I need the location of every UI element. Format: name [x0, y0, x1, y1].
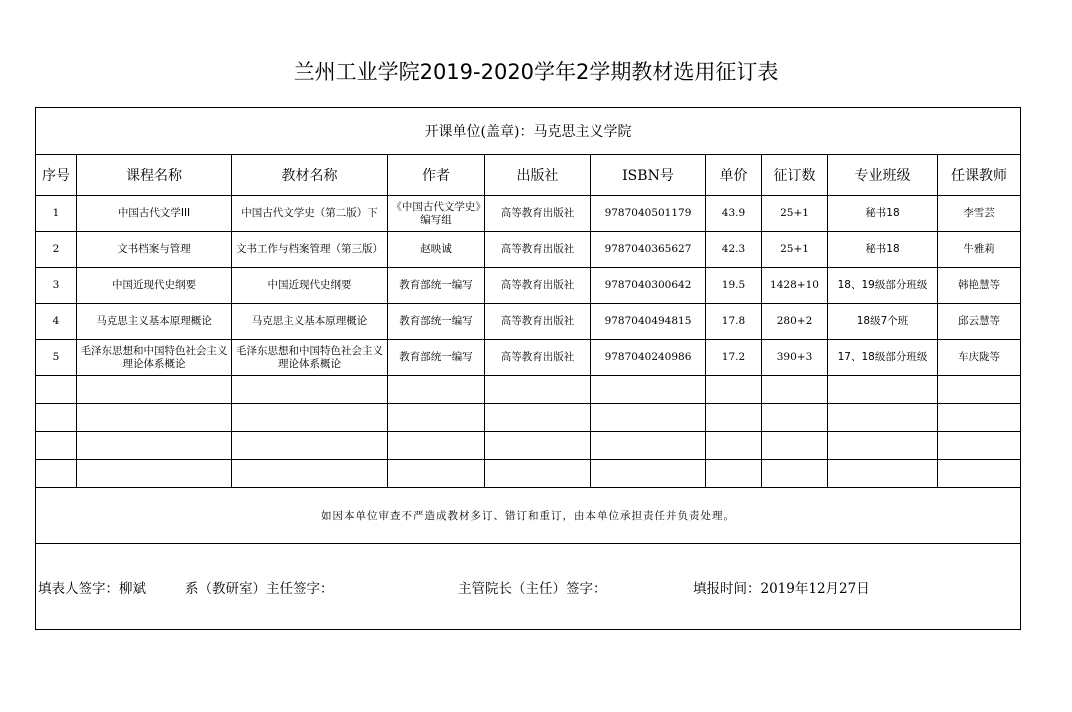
table-row [36, 268, 1021, 304]
isbn: 9787040300642 [591, 268, 706, 304]
row-number: 1 [36, 196, 77, 232]
major-class: 18、19级部分班级 [828, 268, 938, 304]
header-row [36, 155, 1021, 196]
row-number: 4 [36, 304, 77, 340]
responsibility-note: 如因本单位审查不严造成教材多订、错订和重订，由本单位承担责任并负责处理。 [36, 488, 1021, 544]
major-class: 17、18级部分班级 [828, 340, 938, 376]
price: 17.2 [706, 340, 762, 376]
table-row [36, 232, 1021, 268]
row-number: 5 [36, 340, 77, 376]
isbn: 9787040501179 [591, 196, 706, 232]
row-number: 2 [36, 232, 77, 268]
publisher: 高等教育出版社 [485, 304, 591, 340]
major-class: 18级7个班 [828, 304, 938, 340]
textbook-order-table [35, 107, 1021, 630]
price: 19.5 [706, 268, 762, 304]
author: 教育部统一编写 [388, 268, 485, 304]
header-cell: 征订数 [762, 155, 828, 196]
header-cell: 任课教师 [938, 155, 1021, 196]
order-qty: 25+1 [762, 232, 828, 268]
teacher: 牛雅莉 [938, 232, 1021, 268]
table-row [36, 340, 1021, 376]
isbn: 9787040494815 [591, 304, 706, 340]
empty-row [36, 432, 1021, 460]
author: 教育部统一编写 [388, 340, 485, 376]
teacher: 韩艳慧等 [938, 268, 1021, 304]
course-name: 毛泽东思想和中国特色社会主义理论体系概论 [77, 340, 232, 376]
price: 17.8 [706, 304, 762, 340]
major-class: 秘书18 [828, 232, 938, 268]
table-row [36, 304, 1021, 340]
textbook-name: 马克思主义基本原理概论 [232, 304, 388, 340]
isbn: 9787040240986 [591, 340, 706, 376]
empty-row [36, 376, 1021, 404]
table-row [36, 196, 1021, 232]
price: 42.3 [706, 232, 762, 268]
textbook-name: 中国古代文学史（第二版）下 [232, 196, 388, 232]
author: 教育部统一编写 [388, 304, 485, 340]
author: 赵映诚 [388, 232, 485, 268]
publisher: 高等教育出版社 [485, 340, 591, 376]
page-title: 兰州工业学院2019-2020学年2学期教材选用征订表 [293, 60, 779, 84]
header-cell: ISBN号 [591, 155, 706, 196]
course-name: 中国近现代史纲要 [77, 268, 232, 304]
signature-area [36, 544, 1021, 630]
header-cell: 单价 [706, 155, 762, 196]
textbook-name: 毛泽东思想和中国特色社会主义理论体系概论 [232, 340, 388, 376]
unit-line: 开课单位(盖章)：马克思主义学院 [36, 108, 1021, 155]
price: 43.9 [706, 196, 762, 232]
header-cell: 序号 [36, 155, 77, 196]
dept-head-signature: 系（教研室）主任签字： [185, 580, 334, 597]
empty-row [36, 460, 1021, 488]
course-name: 文书档案与管理 [77, 232, 232, 268]
course-name: 中国古代文学III [77, 196, 232, 232]
order-qty: 1428+10 [762, 268, 828, 304]
publisher: 高等教育出版社 [485, 196, 591, 232]
isbn: 9787040365627 [591, 232, 706, 268]
textbook-name: 中国近现代史纲要 [232, 268, 388, 304]
order-qty: 280+2 [762, 304, 828, 340]
fill-date: 填报时间：2019年12月27日 [693, 580, 870, 597]
filler-signature: 填表人签字：柳斌 [38, 580, 146, 597]
publisher: 高等教育出版社 [485, 268, 591, 304]
textbook-name: 文书工作与档案管理（第三版） [232, 232, 388, 268]
publisher: 高等教育出版社 [485, 232, 591, 268]
teacher: 李雪芸 [938, 196, 1021, 232]
order-qty: 25+1 [762, 196, 828, 232]
header-cell: 作者 [388, 155, 485, 196]
header-cell: 教材名称 [232, 155, 388, 196]
teacher: 邱云慧等 [938, 304, 1021, 340]
teacher: 车庆陇等 [938, 340, 1021, 376]
major-class: 秘书18 [828, 196, 938, 232]
header-cell: 专业班级 [828, 155, 938, 196]
header-cell: 出版社 [485, 155, 591, 196]
course-name: 马克思主义基本原理概论 [77, 304, 232, 340]
order-qty: 390+3 [762, 340, 828, 376]
row-number: 3 [36, 268, 77, 304]
dean-signature: 主管院长（主任）签字： [458, 580, 607, 597]
empty-row [36, 404, 1021, 432]
header-cell: 课程名称 [77, 155, 232, 196]
author: 《中国古代文学史》编写组 [388, 196, 485, 232]
